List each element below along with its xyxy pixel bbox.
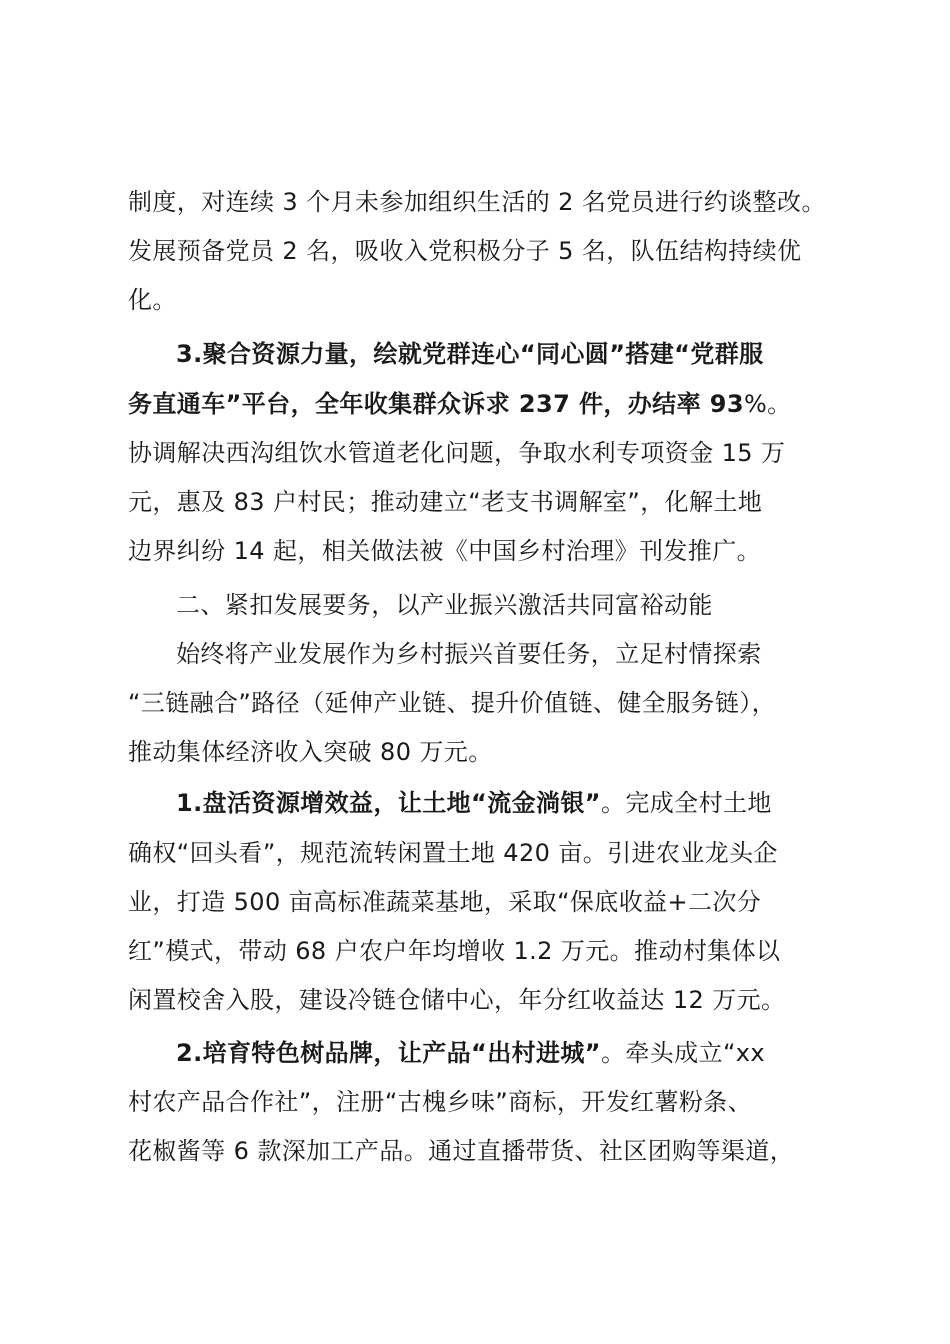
subsection-heading-bold: 务直通车”平台，全年收集群众诉求 237 件，办结率 93: [128, 390, 744, 418]
paragraph-line: 边界纠纷 14 起，相关做法被《中国乡村治理》刊发推广。: [128, 537, 761, 565]
paragraph-line: “三链融合”路径（延伸产业链、提升价值链、健全服务链），: [128, 689, 777, 717]
paragraph-text: 。牵头成立“xx: [600, 1039, 766, 1067]
paragraph-line: 推动集体经济收入突破 80 万元。: [128, 738, 493, 766]
subsection-heading: 1.盘活资源增效益，让土地“流金淌银”: [176, 789, 601, 817]
subsection-heading-line: [176, 783, 772, 823]
section-heading: 二、紧扣发展要务，以产业振兴激活共同富裕动能: [176, 591, 713, 619]
paragraph-line: 红”模式，带动 68 户农户年均增收 1.2 万元。推动村集体以: [128, 937, 781, 965]
paragraph-text: 。完成全村土地: [600, 789, 772, 817]
paragraph-line: 闲置校舍入股，建设冷链仓储中心，年分红收益达 12 万元。: [128, 986, 786, 1014]
paragraph-line: 发展预备党员 2 名，吸收入党积极分子 5 名，队伍结构持续优: [128, 237, 802, 265]
subsection-heading: 3.聚合资源力量，绘就党群连心“同心圆”搭建“党群服: [176, 340, 764, 368]
paragraph-line: 确权“回头看”，规范流转闲置土地 420 亩。引进农业龙头企: [128, 839, 778, 867]
paragraph-line: 始终将产业发展作为乡村振兴首要任务，立足村情探索: [176, 640, 762, 668]
paragraph-line: 化。: [128, 286, 177, 314]
subsection-heading-line: [176, 1033, 765, 1073]
paragraph-line: 制度，对连续 3 个月未参加组织生活的 2 名党员进行约谈整改。: [128, 188, 826, 216]
paragraph-line: 协调解决西沟组饮水管道老化问题，争取水利专项资金 15 万: [128, 439, 786, 467]
subsection-heading-continued: [128, 384, 792, 424]
paragraph-line: 村农产品合作社”，注册“古槐乡味”商标，开发红薯粉条、: [128, 1088, 753, 1116]
paragraph-line: 业，打造 500 亩高标准蔬菜基地，采取“保底收益+二次分: [128, 888, 762, 916]
paragraph-line: 花椒酱等 6 款深加工产品。通过直播带货、社区团购等渠道，: [128, 1137, 795, 1165]
paragraph-line: 元，惠及 83 户村民；推动建立“老支书调解室”，化解土地: [128, 488, 763, 516]
subsection-heading: 2.培育特色树品牌，让产品“出村进城”: [176, 1039, 601, 1067]
subsection-heading-tail: %。: [743, 390, 792, 418]
